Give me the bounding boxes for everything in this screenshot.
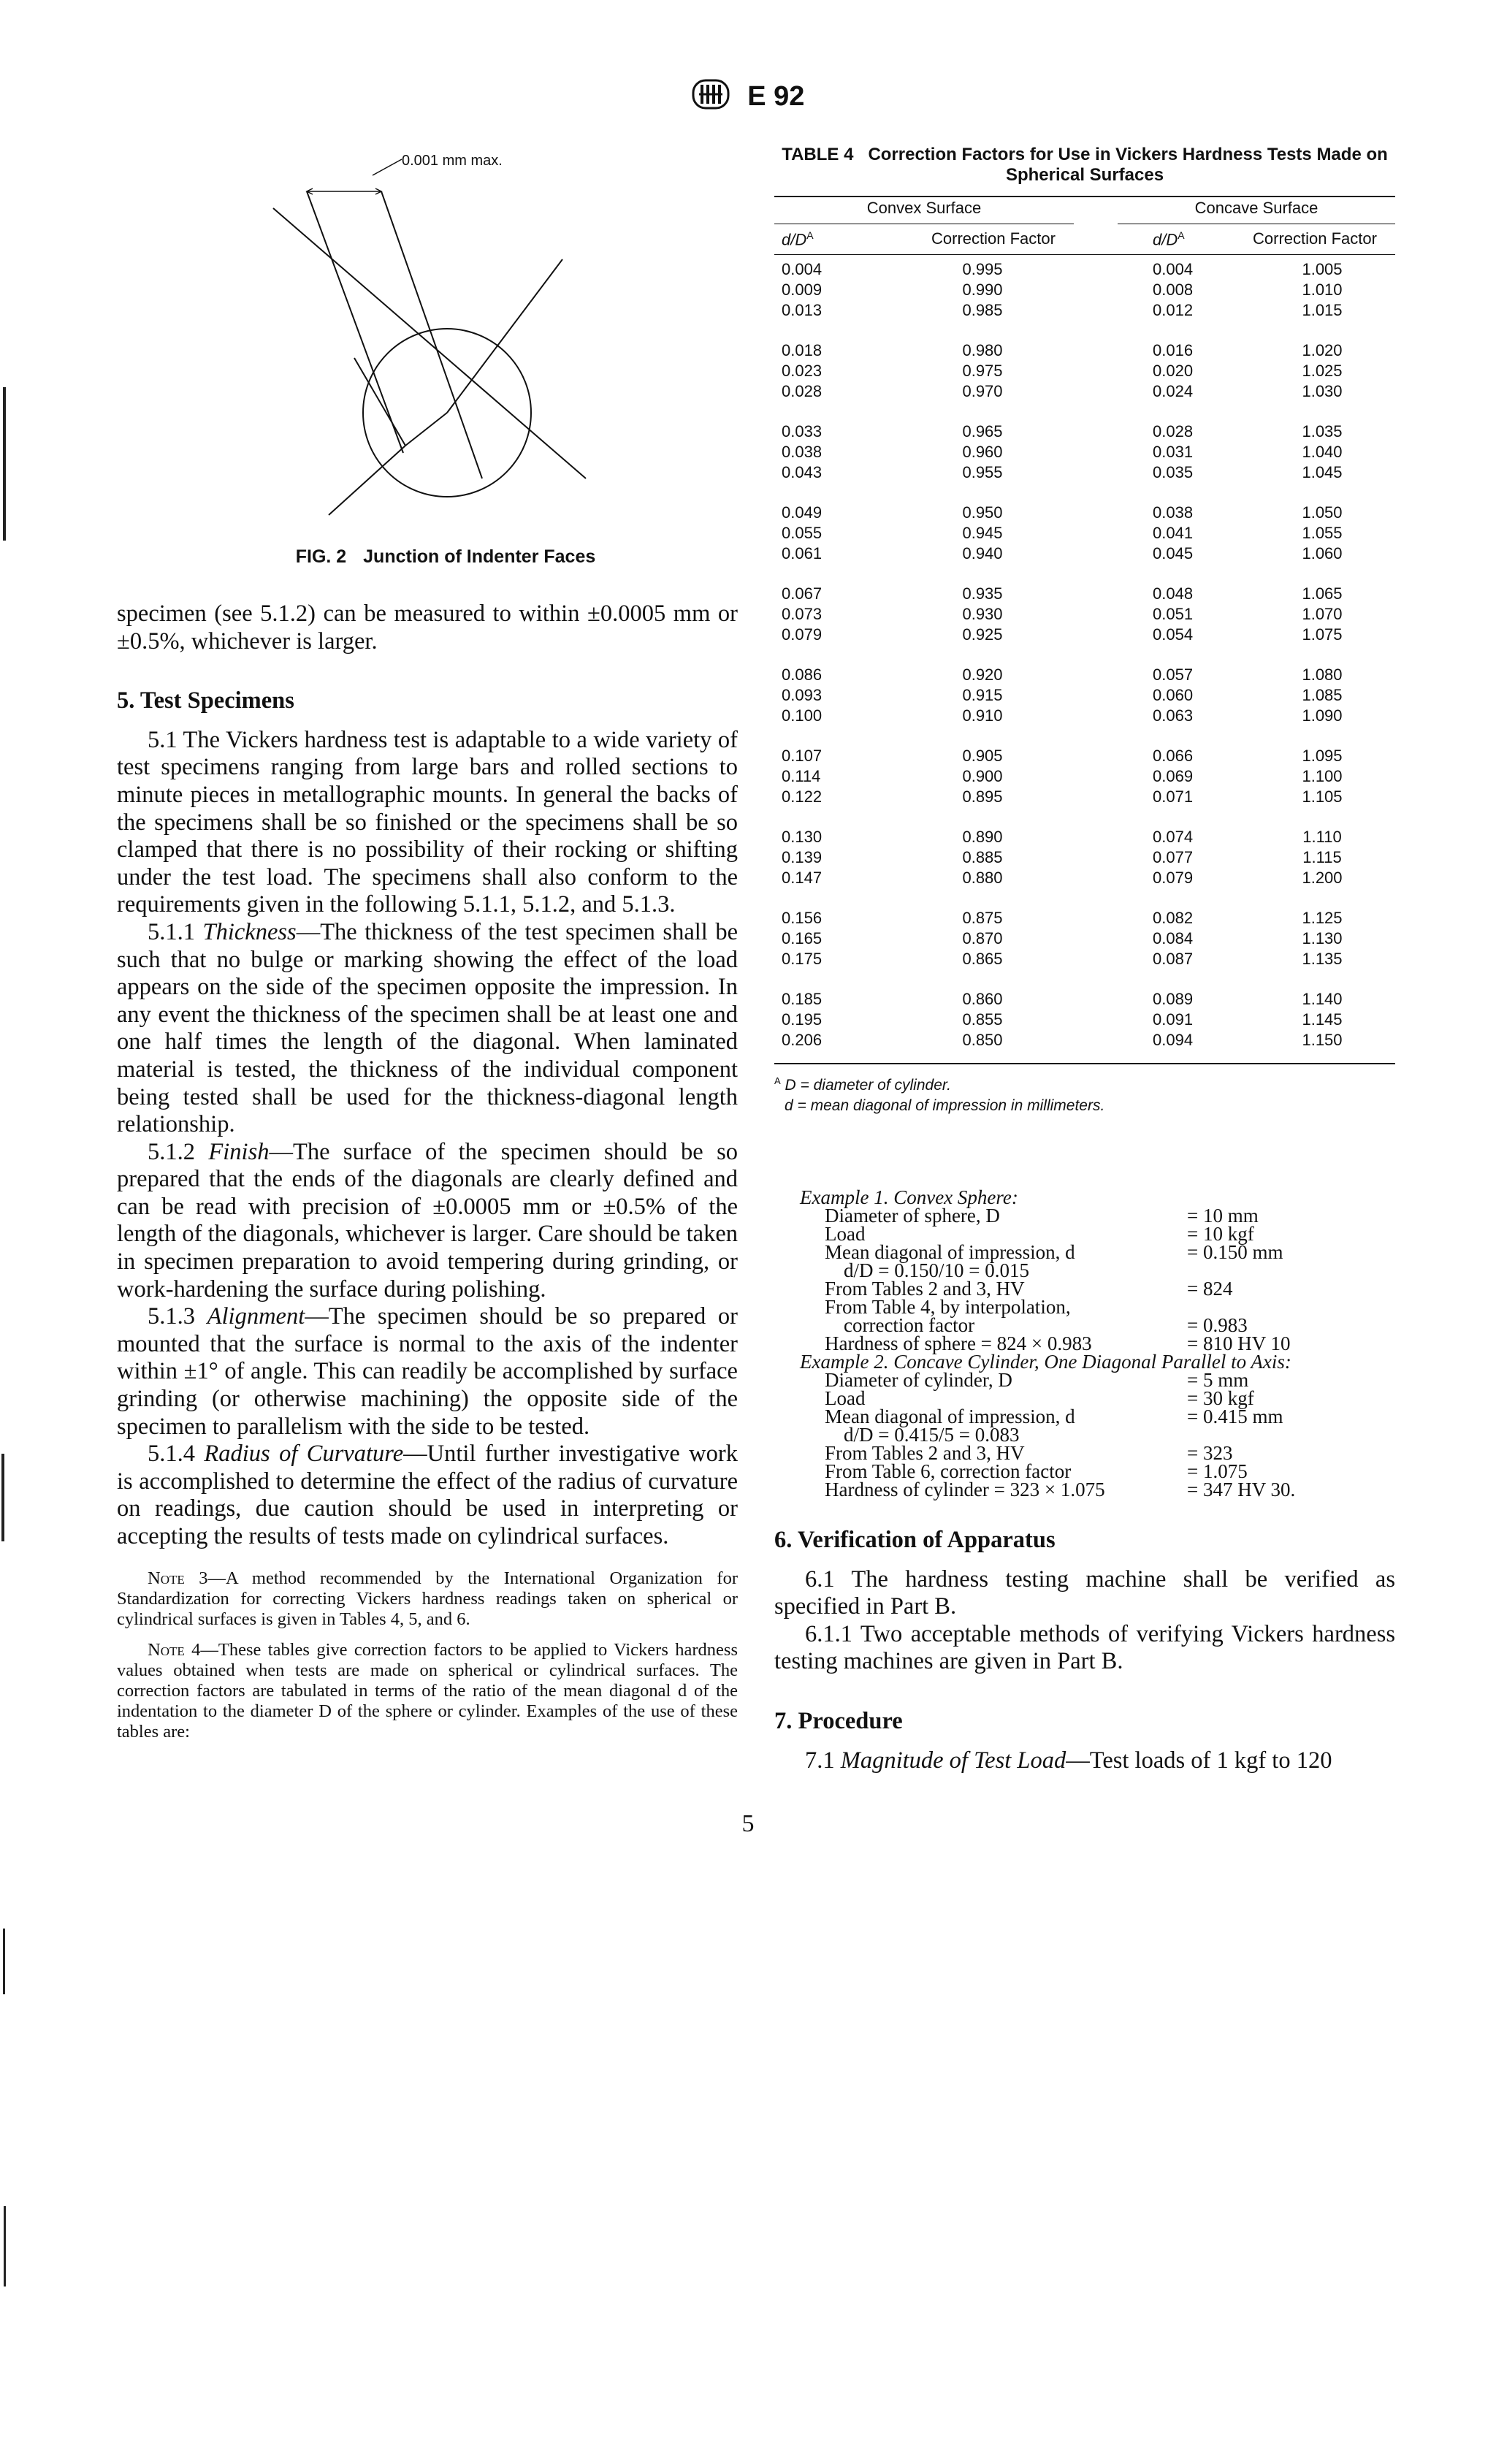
cell-dD-concave: 0.051 — [1153, 605, 1194, 623]
section-6-heading: 6. Verification of Apparatus — [774, 1527, 1056, 1553]
cell-dD-concave: 0.024 — [1153, 382, 1194, 400]
example-value: = 0.150 mm — [1187, 1241, 1283, 1263]
note-label: Note 3 — [148, 1568, 208, 1588]
cell-factor-convex: 0.950 — [962, 503, 1003, 522]
cell-dD-concave: 0.089 — [1153, 990, 1194, 1008]
worked-examples — [800, 1186, 1399, 1500]
cell-factor-concave: 1.200 — [1302, 869, 1343, 887]
clause-number: 7.1 — [805, 1747, 835, 1774]
table-row — [774, 543, 1395, 564]
cell-dD-convex: 0.195 — [782, 1010, 823, 1029]
table-row — [774, 503, 1395, 523]
cell-factor-concave: 1.045 — [1302, 463, 1343, 481]
astm-logo-icon — [692, 79, 730, 117]
example-1-heading: Example 1. Convex Sphere: — [800, 1186, 1018, 1208]
table-row — [774, 928, 1395, 949]
cell-dD-convex: 0.043 — [782, 463, 823, 481]
example-value: = 1.075 — [1187, 1460, 1248, 1482]
cell-dD-convex: 0.049 — [782, 503, 823, 522]
cell-factor-convex: 0.985 — [962, 301, 1003, 319]
cell-factor-convex: 0.860 — [962, 990, 1003, 1008]
cell-factor-convex: 0.975 — [962, 362, 1003, 380]
cell-factor-concave: 1.040 — [1302, 443, 1343, 461]
row-group-gap — [774, 402, 1395, 422]
cell-factor-convex: 0.910 — [962, 706, 1003, 725]
example-2-rows — [800, 1371, 1399, 1499]
table-row — [774, 989, 1395, 1010]
example-label: correction factor — [844, 1314, 975, 1336]
cell-factor-concave: 1.025 — [1302, 362, 1343, 380]
table-row — [774, 949, 1395, 969]
table-row — [774, 280, 1395, 300]
cell-factor-concave: 1.055 — [1302, 524, 1343, 542]
page-number: 5 — [741, 1810, 755, 1837]
example-label: Hardness of sphere = 824 × 0.983 — [825, 1332, 1092, 1354]
figure-caption — [256, 546, 636, 568]
cell-dD-concave: 0.041 — [1153, 524, 1194, 542]
paragraph-5-1-4 — [117, 1441, 738, 1550]
cell-factor-convex: 0.905 — [962, 747, 1003, 765]
cell-factor-convex: 0.925 — [962, 625, 1003, 644]
cell-dD-convex: 0.038 — [782, 443, 823, 461]
scan-mark — [1, 1454, 4, 1541]
cell-dD-convex: 0.009 — [782, 281, 823, 299]
cell-dD-concave: 0.091 — [1153, 1010, 1194, 1029]
cell-dD-concave: 0.069 — [1153, 767, 1194, 785]
cell-dD-convex: 0.206 — [782, 1031, 823, 1049]
cell-dD-concave: 0.038 — [1153, 503, 1194, 522]
paragraph-5-1: 5.1 The Vickers hardness test is adaptable to a wide variety of test specimens ranging from large bars and rolled sections to minute pieces in metallographic mounts. In general the backs of the specimens shall be so finished or the specimens shall be so clamped that there is no possibility of their rocking or shifting under the test load. The specimens shall also conform to the requirements given in the following 5.1.1, 5.1.2, and 5.1.3. — [117, 726, 738, 918]
standard-designation: E 92 — [747, 81, 805, 112]
table-row — [774, 847, 1395, 868]
table-caption — [774, 145, 1395, 186]
example-label: d/D = 0.415/5 = 0.083 — [844, 1424, 1020, 1446]
example-row — [800, 1207, 1399, 1225]
cell-dD-concave: 0.045 — [1153, 544, 1194, 562]
cell-factor-convex: 0.955 — [962, 463, 1003, 481]
cell-dD-concave: 0.031 — [1153, 443, 1194, 461]
cell-factor-concave: 1.080 — [1302, 665, 1343, 684]
cell-factor-concave: 1.090 — [1302, 706, 1343, 725]
table-row — [774, 868, 1395, 888]
col-header-dD-convex — [782, 229, 814, 249]
table-row — [774, 908, 1395, 928]
cell-dD-convex: 0.156 — [782, 909, 823, 927]
cell-factor-convex: 0.885 — [962, 848, 1003, 866]
cell-factor-convex: 0.990 — [962, 281, 1003, 299]
section-7-heading: 7. Procedure — [774, 1707, 903, 1734]
col-header-dD-concave — [1153, 229, 1185, 249]
col-header-text: d/D — [1153, 230, 1178, 249]
cell-dD-concave: 0.066 — [1153, 747, 1194, 765]
row-group-gap — [774, 564, 1395, 584]
cell-factor-convex: 0.935 — [962, 584, 1003, 603]
cell-dD-convex: 0.067 — [782, 584, 823, 603]
example-label: Mean diagonal of impression, d — [825, 1405, 1075, 1427]
page-header — [0, 79, 1496, 117]
example-value: = 0.983 — [1187, 1314, 1248, 1336]
cell-dD-concave: 0.020 — [1153, 362, 1194, 380]
cell-factor-concave: 1.095 — [1302, 747, 1343, 765]
example-label: From Table 6, correction factor — [825, 1460, 1072, 1482]
footnote-a — [774, 1071, 1395, 1096]
scan-mark — [3, 387, 6, 541]
note-text: —A method recommended by the International Organization for Standardization for correcting Vickers hardness readings taken on spherical or cylindrical surfaces is given in Tables 4, 5, and 6. — [117, 1568, 738, 1629]
left-column — [117, 600, 738, 1742]
table-row — [774, 300, 1395, 321]
cell-dD-convex: 0.061 — [782, 544, 823, 562]
cell-dD-concave: 0.060 — [1153, 686, 1194, 704]
footnote-text: D = diameter of cylinder. — [785, 1077, 951, 1094]
cell-factor-concave: 1.020 — [1302, 341, 1343, 359]
cell-dD-concave: 0.012 — [1153, 301, 1194, 319]
clause-number: 5.1.4 — [148, 1441, 195, 1468]
table-row — [774, 1010, 1395, 1030]
cell-factor-convex: 0.930 — [962, 605, 1003, 623]
cell-factor-convex: 0.995 — [962, 260, 1003, 278]
cell-factor-concave: 1.050 — [1302, 503, 1343, 522]
example-label: d/D = 0.150/10 = 0.015 — [844, 1259, 1029, 1281]
cell-dD-convex: 0.130 — [782, 828, 823, 846]
cell-dD-convex: 0.023 — [782, 362, 823, 380]
table-row — [774, 766, 1395, 787]
example-value: = 10 mm — [1187, 1205, 1259, 1227]
table-column-headers — [774, 229, 1395, 253]
cell-factor-concave: 1.110 — [1302, 828, 1342, 846]
table-row — [774, 665, 1395, 685]
footnote-marker: A — [1178, 229, 1185, 241]
table-row — [774, 827, 1395, 847]
cell-dD-convex: 0.122 — [782, 787, 823, 806]
table-row — [774, 787, 1395, 807]
cell-factor-concave: 1.060 — [1302, 544, 1343, 562]
group-header-concave: Concave Surface — [1194, 199, 1318, 217]
row-group-gap — [774, 726, 1395, 746]
cell-dD-concave: 0.035 — [1153, 463, 1194, 481]
clause-text: —Test loads of 1 kgf to 120 — [1066, 1747, 1332, 1774]
clause-title: Alignment — [207, 1303, 305, 1330]
row-group-gap — [774, 969, 1395, 989]
cell-dD-convex: 0.147 — [782, 869, 823, 887]
figure-indenter-faces — [256, 146, 636, 555]
cell-dD-concave: 0.074 — [1153, 828, 1194, 846]
clause-number: 5.1.2 — [148, 1138, 195, 1165]
cell-factor-concave: 1.065 — [1302, 584, 1343, 603]
example-value: = 30 kgf — [1187, 1387, 1254, 1409]
table-row — [774, 1030, 1395, 1050]
table-row — [774, 381, 1395, 402]
table-row — [774, 523, 1395, 543]
cell-dD-convex: 0.018 — [782, 341, 823, 359]
cell-factor-concave: 1.075 — [1302, 625, 1343, 644]
cell-factor-concave: 1.125 — [1302, 909, 1343, 927]
cell-dD-concave: 0.004 — [1153, 260, 1194, 278]
footnote-marker: A — [774, 1075, 781, 1086]
example-value: = 10 kgf — [1187, 1223, 1254, 1245]
note-label: Note 4 — [148, 1639, 201, 1660]
example-value: = 0.415 mm — [1187, 1405, 1283, 1427]
cell-dD-concave: 0.028 — [1153, 422, 1194, 440]
cell-dD-concave: 0.082 — [1153, 909, 1194, 927]
cell-dD-convex: 0.079 — [782, 625, 823, 644]
cell-factor-convex: 0.915 — [962, 686, 1003, 704]
cell-dD-concave: 0.071 — [1153, 787, 1194, 806]
cell-factor-concave: 1.140 — [1302, 990, 1343, 1008]
right-column — [774, 1527, 1395, 1774]
table-row — [774, 462, 1395, 483]
row-group-gap — [774, 807, 1395, 827]
example-label: Load — [825, 1387, 866, 1409]
cell-factor-concave: 1.150 — [1302, 1031, 1343, 1049]
footnote-d — [774, 1096, 1395, 1116]
scan-mark — [4, 2206, 6, 2286]
footnote-text: d = mean diagonal of impression in millimeters. — [785, 1097, 1105, 1114]
row-group-gap — [774, 321, 1395, 340]
table-top-rule — [774, 196, 1395, 197]
cell-dD-concave: 0.008 — [1153, 281, 1194, 299]
cell-factor-convex: 0.945 — [962, 524, 1003, 542]
example-row — [800, 1332, 1399, 1354]
cell-dD-convex: 0.086 — [782, 665, 823, 684]
example-row — [800, 1481, 1399, 1499]
cell-factor-concave: 1.035 — [1302, 422, 1343, 440]
row-group-gap — [774, 888, 1395, 908]
cell-dD-convex: 0.033 — [782, 422, 823, 440]
cell-dD-convex: 0.100 — [782, 706, 823, 725]
table-row — [774, 604, 1395, 625]
table-row — [774, 422, 1395, 442]
cell-dD-convex: 0.055 — [782, 524, 823, 542]
clause-title: Finish — [208, 1138, 270, 1165]
cell-factor-convex: 0.855 — [962, 1010, 1003, 1029]
example-value: = 323 — [1187, 1442, 1233, 1464]
cell-dD-concave: 0.057 — [1153, 665, 1194, 684]
table-bottom-rule — [774, 1063, 1395, 1064]
table-row — [774, 361, 1395, 381]
clause-title: Radius of Curvature — [204, 1441, 404, 1468]
cell-dD-concave: 0.016 — [1153, 341, 1194, 359]
scan-mark — [3, 1929, 5, 1994]
paragraph-6-1-1: 6.1.1 Two acceptable methods of verifying Vickers hardness testing machines are given in Part B. — [774, 1620, 1395, 1675]
cell-dD-convex: 0.073 — [782, 605, 823, 623]
table-row — [774, 685, 1395, 706]
figure-title: Junction of Indenter Faces — [363, 546, 596, 567]
cell-dD-concave: 0.048 — [1153, 584, 1194, 603]
paragraph-5-1-3 — [117, 1303, 738, 1441]
cell-dD-concave: 0.094 — [1153, 1031, 1194, 1049]
example-value: = 347 HV 30. — [1187, 1479, 1296, 1500]
cell-dD-convex: 0.028 — [782, 382, 823, 400]
footnote-marker: A — [806, 229, 814, 241]
example-label: Load — [825, 1223, 866, 1245]
example-value: = 810 HV 10 — [1187, 1332, 1291, 1354]
cell-factor-convex: 0.940 — [962, 544, 1003, 562]
intro-paragraph: specimen (see 5.1.2) can be measured to within ±0.0005 mm or ±0.5%, whichever is larger. — [117, 600, 738, 655]
example-label: Mean diagonal of impression, d — [825, 1241, 1075, 1263]
table-group-headers — [774, 199, 1395, 222]
table-row — [774, 584, 1395, 604]
cell-dD-convex: 0.175 — [782, 950, 823, 968]
cell-factor-concave: 1.030 — [1302, 382, 1343, 400]
table-row — [774, 706, 1395, 726]
clause-title: Thickness — [202, 918, 297, 945]
section-5-heading: 5. Test Specimens — [117, 687, 294, 714]
clause-title: Magnitude of Test Load — [840, 1747, 1066, 1774]
cell-dD-convex: 0.165 — [782, 929, 823, 947]
cell-dD-concave: 0.054 — [1153, 625, 1194, 644]
cell-dD-concave: 0.079 — [1153, 869, 1194, 887]
cell-dD-convex: 0.004 — [782, 260, 823, 278]
cell-factor-concave: 1.145 — [1302, 1010, 1343, 1029]
clause-text: —The thickness of the test specimen shall be such that no bulge or marking showing the effect of the load appears on the side of the specimen opposite the impression. In any event the thickness of the specimen shall be at least one and one half times the length of the diagonal. When laminated material is tested, the thickness of the individual component being tested shall be used for the thickness-diagonal length relationship. — [117, 918, 738, 1138]
cell-dD-convex: 0.107 — [782, 747, 823, 765]
table-footnotes — [774, 1071, 1395, 1116]
row-group-gap — [774, 483, 1395, 503]
cell-dD-concave: 0.087 — [1153, 950, 1194, 968]
cell-factor-concave: 1.010 — [1302, 281, 1343, 299]
table-row — [774, 259, 1395, 280]
cell-dD-convex: 0.114 — [782, 767, 821, 785]
example-label: Hardness of cylinder = 323 × 1.075 — [825, 1479, 1105, 1500]
cell-factor-convex: 0.920 — [962, 665, 1003, 684]
cell-factor-concave: 1.085 — [1302, 686, 1343, 704]
cell-factor-convex: 0.980 — [962, 341, 1003, 359]
note-text: —These tables give correction factors to be applied to Vickers hardness values obtained when tests are made on spherical or cylindrical surfaces. The correction factors are tabulated in terms of the ratio of the mean diagonal d of the indentation to the diameter D of the sphere or cylinder. Examples of the use of these tables are: — [117, 1639, 738, 1742]
figure-annotation: 0.001 mm max. — [402, 153, 503, 169]
cell-factor-concave: 1.070 — [1302, 605, 1343, 623]
cell-factor-convex: 0.970 — [962, 382, 1003, 400]
cell-factor-concave: 1.005 — [1302, 260, 1343, 278]
example-value: = 824 — [1187, 1278, 1233, 1300]
note-3 — [117, 1568, 738, 1630]
cell-dD-concave: 0.084 — [1153, 929, 1194, 947]
example-label: Diameter of cylinder, D — [825, 1369, 1012, 1391]
example-label: From Tables 2 and 3, HV — [825, 1278, 1025, 1300]
cell-factor-convex: 0.960 — [962, 443, 1003, 461]
col-header-factor-convex: Correction Factor — [931, 229, 1056, 248]
cell-dD-convex: 0.093 — [782, 686, 823, 704]
cell-factor-concave: 1.115 — [1302, 848, 1342, 866]
cell-factor-convex: 0.895 — [962, 787, 1003, 806]
note-4 — [117, 1640, 738, 1742]
cell-factor-convex: 0.965 — [962, 422, 1003, 440]
table-row — [774, 746, 1395, 766]
example-2-heading: Example 2. Concave Cylinder, One Diagonal Parallel to Axis: — [800, 1351, 1291, 1373]
cell-factor-convex: 0.870 — [962, 929, 1003, 947]
cell-factor-concave: 1.130 — [1302, 929, 1343, 947]
cell-dD-concave: 0.063 — [1153, 706, 1194, 725]
cell-factor-convex: 0.900 — [962, 767, 1003, 785]
cell-factor-concave: 1.135 — [1302, 950, 1343, 968]
table-row — [774, 340, 1395, 361]
table-row — [774, 442, 1395, 462]
cell-factor-concave: 1.015 — [1302, 301, 1343, 319]
example-value: = 5 mm — [1187, 1369, 1249, 1391]
cell-factor-convex: 0.890 — [962, 828, 1003, 846]
col-header-text: d/D — [782, 230, 807, 249]
example-label: Diameter of sphere, D — [825, 1205, 1000, 1227]
example-label: From Table 4, by interpolation, — [825, 1296, 1071, 1318]
clause-text: —The specimen should be so prepared or mounted that the surface is normal to the axis of the indenter within ±1° of angle. This can readily be accomplished by surface grinding (or otherwise machining) the opposite side of the specimen to parallelism with the side to be tested. — [117, 1303, 738, 1440]
table-title: Correction Factors for Use in Vickers Hardness Tests Made on Spherical Surfaces — [868, 145, 1388, 185]
cell-factor-convex: 0.850 — [962, 1031, 1003, 1049]
cell-dD-concave: 0.077 — [1153, 848, 1194, 866]
paragraph-5-1-1 — [117, 919, 738, 1139]
clause-number: 5.1.1 — [148, 918, 195, 945]
cell-dD-convex: 0.185 — [782, 990, 823, 1008]
cell-factor-concave: 1.105 — [1302, 787, 1343, 806]
paragraph-7-1 — [774, 1747, 1395, 1775]
clause-number: 5.1.3 — [148, 1303, 195, 1330]
paragraph-6-1: 6.1 The hardness testing machine shall be verified as specified in Part B. — [774, 1565, 1395, 1620]
table-body — [774, 259, 1395, 1050]
group-header-convex: Convex Surface — [866, 199, 982, 217]
cell-dD-convex: 0.139 — [782, 848, 823, 866]
cell-factor-convex: 0.875 — [962, 909, 1003, 927]
cell-factor-concave: 1.100 — [1302, 767, 1343, 785]
table-row — [774, 625, 1395, 645]
col-header-factor-concave: Correction Factor — [1253, 229, 1377, 248]
cell-dD-convex: 0.013 — [782, 301, 823, 319]
example-label: From Tables 2 and 3, HV — [825, 1442, 1025, 1464]
clause-text: —Until further investigative work is accomplished to determine the effect of the radius of curvature on readings, due caution should be used in interpreting or accepting the results of tests made on cylindrical surfaces. — [117, 1441, 738, 1549]
figure-number: FIG. 2 — [295, 546, 347, 567]
row-group-gap — [774, 645, 1395, 665]
clause-text: —The surface of the specimen should be so prepared that the ends of the diagonals are clearly defined and can be read with precision of ±0.0005 mm or ±0.5% of the length of the diagonals, whichever is larger. Care should be taken in specimen preparation to avoid tempering during grinding, or work-hardening the surface during polishing. — [117, 1138, 739, 1302]
example-1-rows — [800, 1207, 1399, 1353]
example-row — [800, 1371, 1399, 1389]
cell-factor-convex: 0.865 — [962, 950, 1003, 968]
paragraph-5-1-2 — [117, 1139, 738, 1304]
cell-factor-convex: 0.880 — [962, 869, 1003, 887]
table-header-rule — [774, 254, 1395, 255]
table-number: TABLE 4 — [782, 145, 854, 164]
